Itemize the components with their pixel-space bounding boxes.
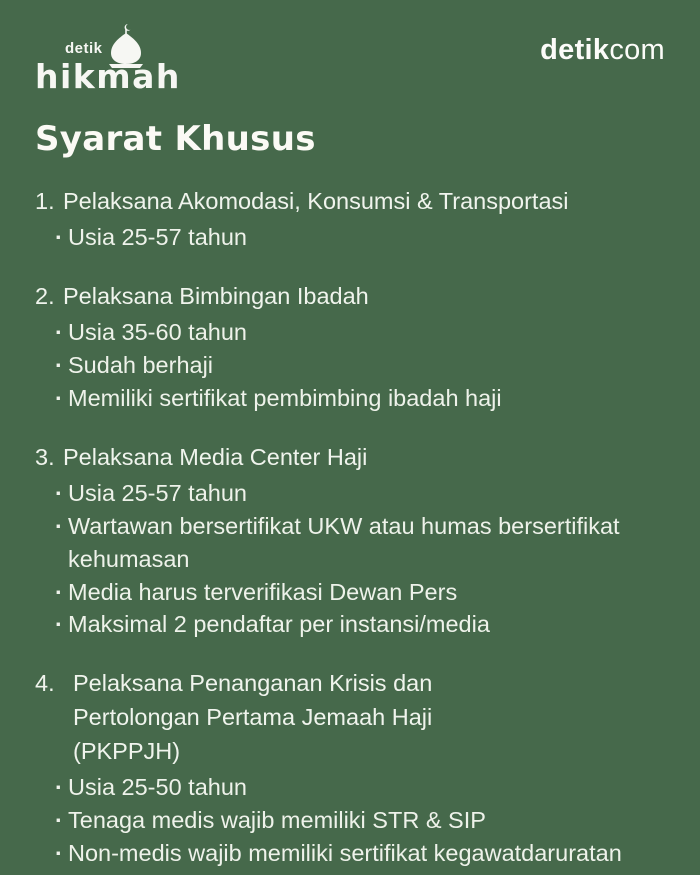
detikcom-logo-light: com [609,34,665,66]
section-heading-text: Pelaksana Bimbingan Ibadah [63,283,369,310]
section-pkppjh [35,666,665,870]
section-heading [35,279,665,313]
section-heading [35,666,665,768]
list-item [55,837,665,870]
section-heading-text: Pelaksana Penanganan Krisis dan Pertolongan Pertama Jemaah Haji (PKPPJH) [73,670,433,765]
requirement-text: Media harus terverifikasi Dewan Pers [68,578,458,605]
detikcom-logo [540,24,665,65]
list-item [55,316,665,349]
list-item [55,608,665,641]
requirement-text: Usia 25-57 tahun [68,224,247,251]
hikmah-wordmark: hikmah [35,57,181,96]
requirement-text: Usia 35-60 tahun [68,319,247,346]
list-item [55,349,665,382]
bullet-dot-icon: · [55,384,63,411]
requirement-text: Memiliki sertifikat pembimbing ibadah haji [68,384,502,411]
section-bimbingan-ibadah [35,279,665,415]
detikcom-logo-bold: detik [540,34,610,66]
section-number: 2. [35,283,55,310]
list-item [55,576,665,609]
header [35,0,665,100]
section-media-center-haji [35,440,665,642]
requirement-text: Usia 25-50 tahun [68,774,247,801]
section-heading [35,184,665,218]
bullet-dot-icon: · [55,352,63,378]
requirement-text: Non-medis wajib memiliki sertifikat kegawatdaruratan [68,840,622,867]
requirement-text: Maksimal 2 pendaftar per instansi/media [68,611,490,638]
detik-hikmah-logo [35,24,205,100]
list-item [55,221,665,254]
section-akomodasi [35,184,665,254]
bullet-dot-icon: · [55,224,63,251]
requirement-text: Wartawan bersertifikat UKW atau humas bersertifikat kehumasan [68,512,620,572]
requirement-text: Sudah berhaji [68,352,214,378]
section-number: 4. [35,670,55,697]
bullet-dot-icon: · [55,578,63,605]
requirement-list [35,477,665,641]
bullet-dot-icon: · [55,512,63,539]
list-item [55,771,665,804]
page-title: Syarat Khusus [35,119,316,159]
detik-hikmah-logo-top [65,24,205,58]
requirement-list [35,221,665,254]
requirement-list [35,771,665,870]
bullet-dot-icon: · [55,319,63,346]
section-number: 3. [35,443,55,470]
section-heading-text: Pelaksana Media Center Haji [63,443,368,470]
requirement-text: Usia 25-57 tahun [68,479,247,506]
section-heading-text: Pelaksana Akomodasi, Konsumsi & Transportasi [63,188,569,215]
section-heading [35,440,665,474]
list-item [55,510,665,576]
bullet-dot-icon: · [55,807,63,834]
bullet-dot-icon: · [55,479,63,506]
list-item [55,477,665,510]
requirement-text: Tenaga medis wajib memiliki STR & SIP [68,807,486,834]
list-item [55,804,665,837]
detik-wordmark: detik [65,40,103,57]
bullet-dot-icon: · [55,840,63,867]
bullet-dot-icon: · [55,774,63,801]
bullet-dot-icon: · [55,611,63,638]
section-number: 1. [35,188,55,215]
requirement-list [35,316,665,415]
list-item [55,382,665,415]
